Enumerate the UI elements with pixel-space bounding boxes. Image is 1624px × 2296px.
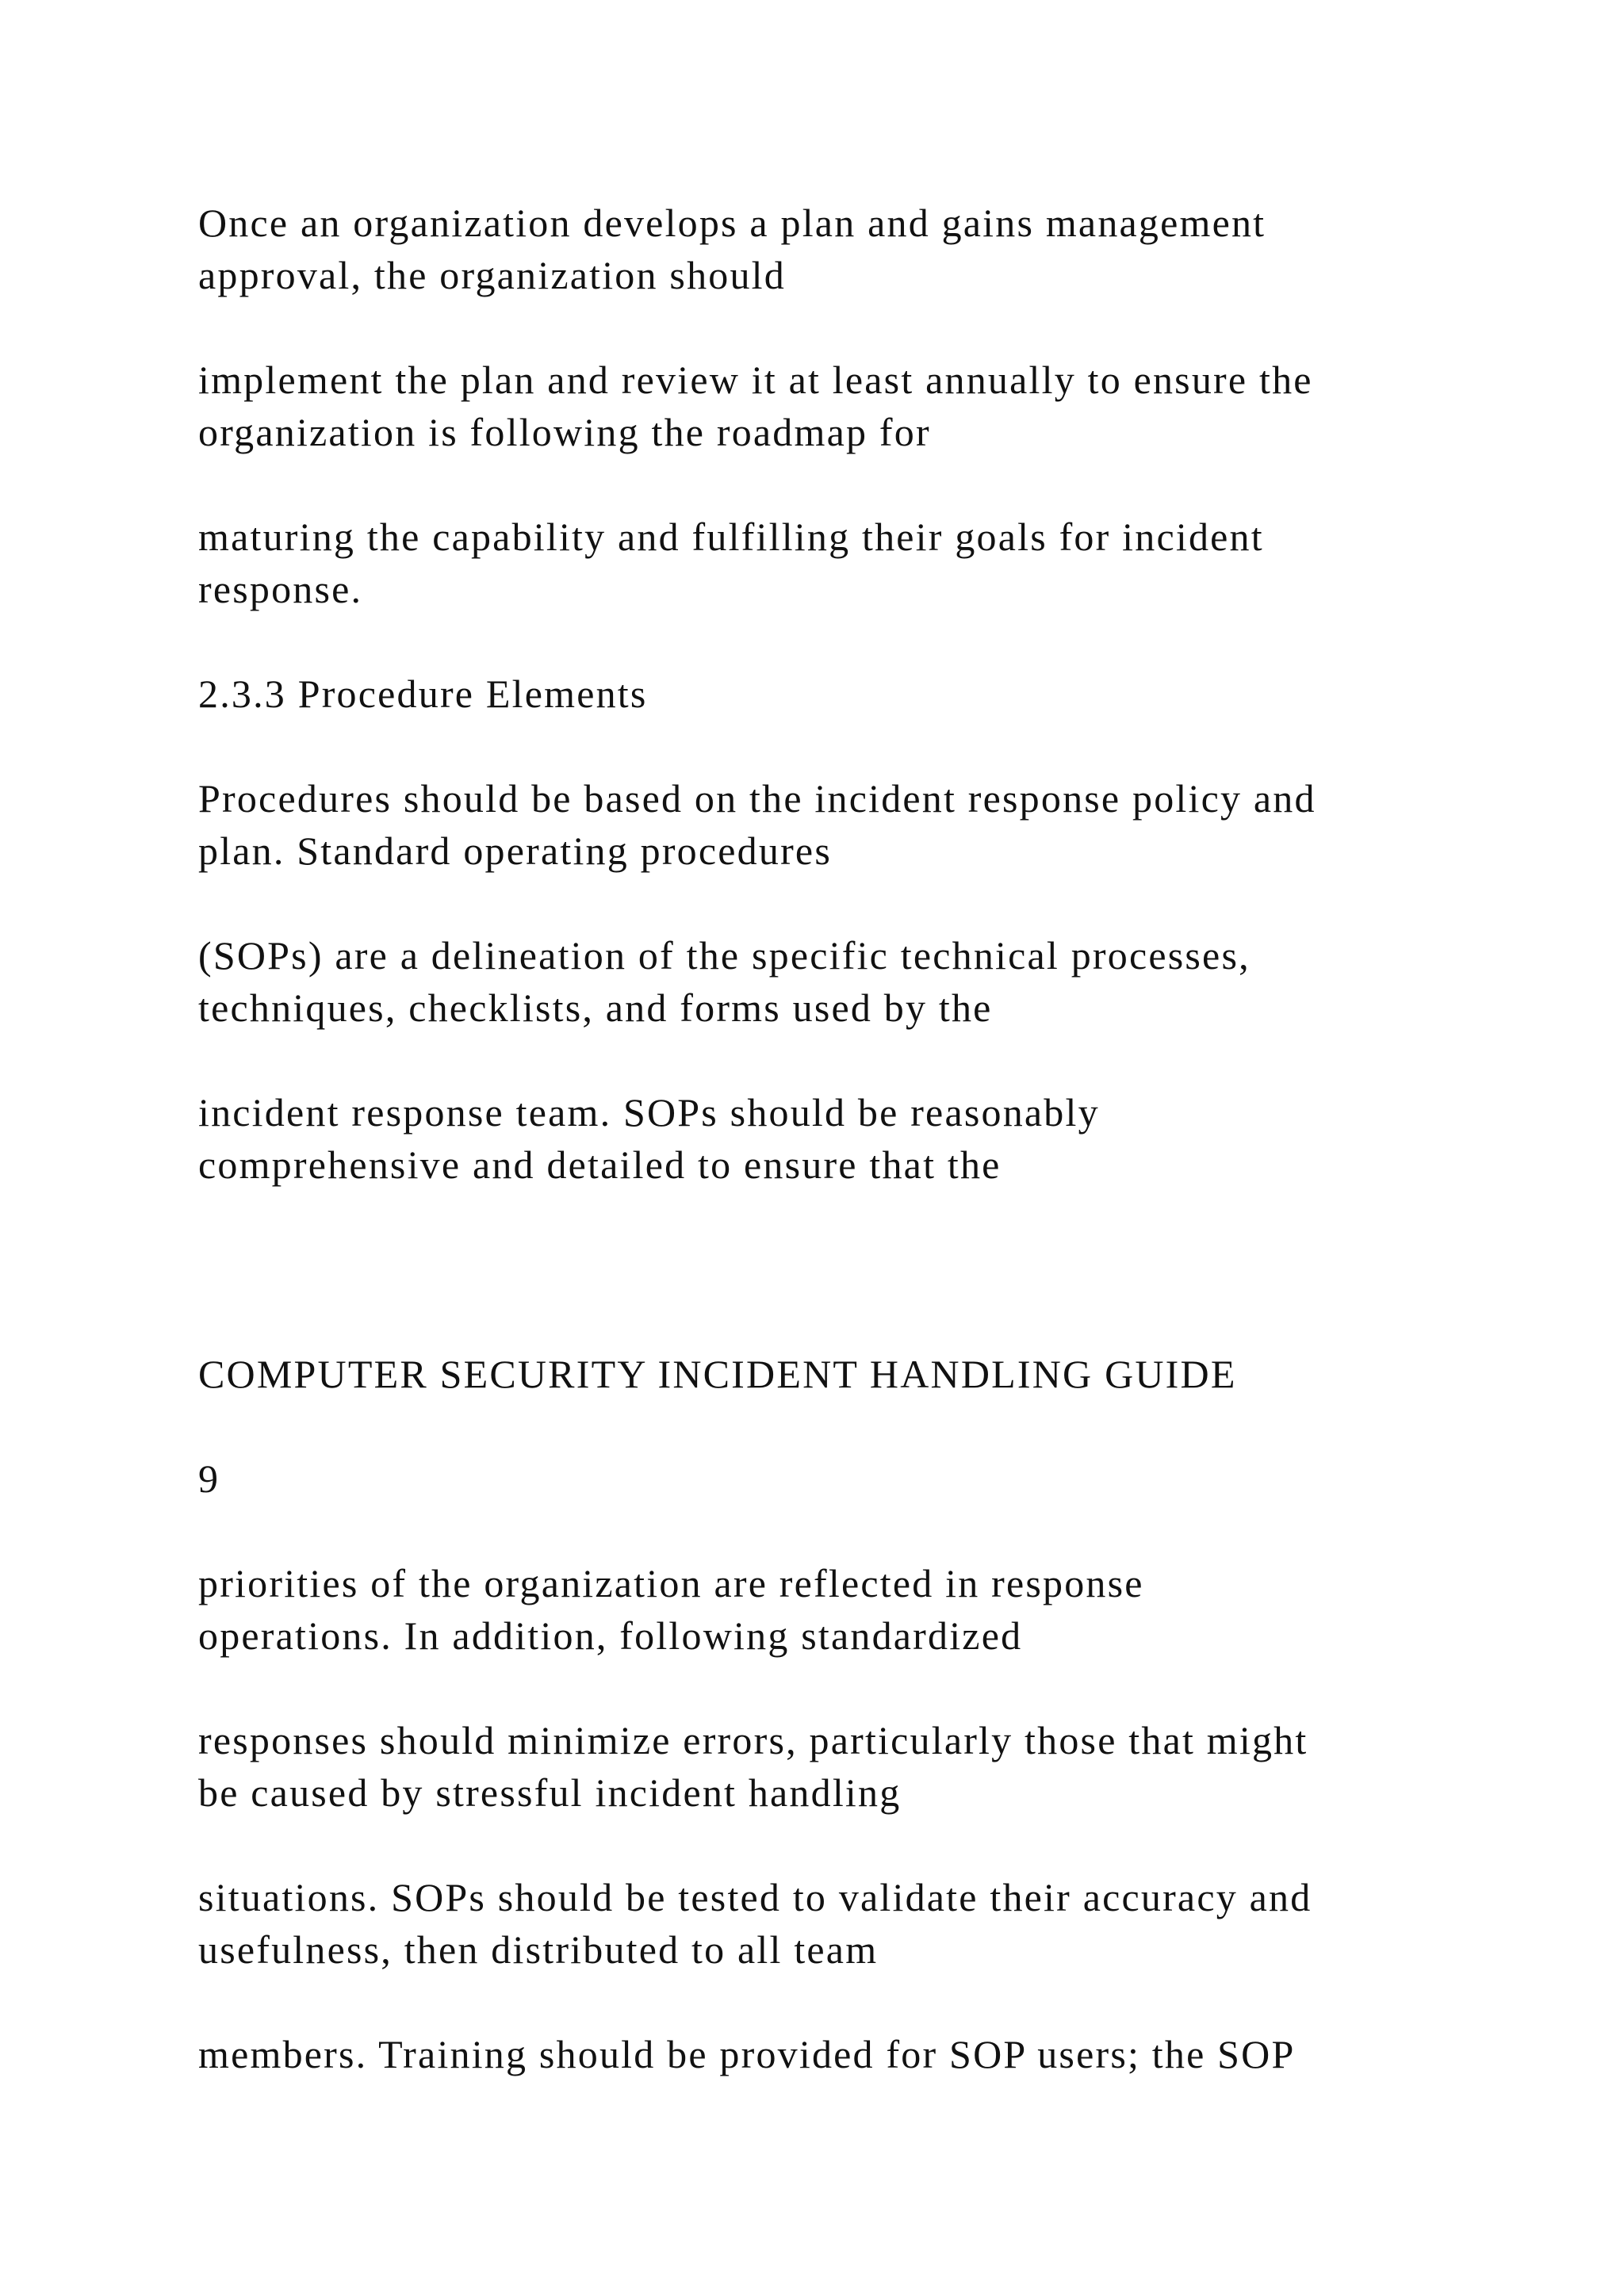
paragraph-implement-plan: [198, 354, 1313, 458]
paragraph-maturing-capability: [198, 511, 1264, 615]
text-line: approval, the organization should: [198, 253, 786, 297]
text-line: implement the plan and review it at least annually to ensure the: [198, 358, 1313, 402]
text-line: usefulness, then distributed to all team: [198, 1927, 879, 1972]
text-line: comprehensive and detailed to ensure that the: [198, 1142, 1002, 1187]
text-line: situations. SOPs should be tested to validate their accuracy and: [198, 1875, 1312, 1919]
text-line: Once an organization develops a plan and gains management: [198, 201, 1266, 245]
paragraph-priorities: [198, 1557, 1144, 1662]
page-number-text: 9: [198, 1456, 220, 1501]
text-line: incident response team. SOPs should be reasonably: [198, 1090, 1100, 1135]
section-heading-text: 2.3.3 Procedure Elements: [198, 672, 648, 716]
text-line: response.: [198, 567, 363, 611]
page-number: [198, 1452, 220, 1505]
text-line: be caused by stressful incident handling: [198, 1770, 902, 1815]
running-header-text: COMPUTER SECURITY INCIDENT HANDLING GUIDE: [198, 1352, 1237, 1396]
text-line: maturing the capability and fulfilling their goals for incident: [198, 515, 1264, 559]
text-line: priorities of the organization are reflected in response: [198, 1561, 1144, 1605]
running-header: [198, 1348, 1237, 1400]
text-line: plan. Standard operating procedures: [198, 828, 832, 873]
text-line: operations. In addition, following standardized: [198, 1613, 1023, 1658]
text-line: members. Training should be provided for SOP users; the SOP: [198, 2032, 1296, 2076]
paragraph-incident-response-team: [198, 1086, 1100, 1191]
paragraph-sops-delineation: [198, 929, 1251, 1034]
paragraph-procedures: [198, 772, 1316, 877]
text-line: responses should minimize errors, particularly those that might: [198, 1718, 1308, 1762]
paragraph-plan-approval: [198, 197, 1266, 301]
text-line: organization is following the roadmap for: [198, 410, 931, 454]
paragraph-sop-testing: [198, 1871, 1312, 1976]
paragraph-standardized-responses: [198, 1714, 1308, 1819]
text-line: (SOPs) are a delineation of the specific technical processes,: [198, 933, 1251, 978]
text-line: Procedures should be based on the incident response policy and: [198, 776, 1316, 821]
section-heading: [198, 668, 648, 720]
text-line: techniques, checklists, and forms used by the: [198, 985, 993, 1030]
paragraph-training: [198, 2028, 1296, 2080]
